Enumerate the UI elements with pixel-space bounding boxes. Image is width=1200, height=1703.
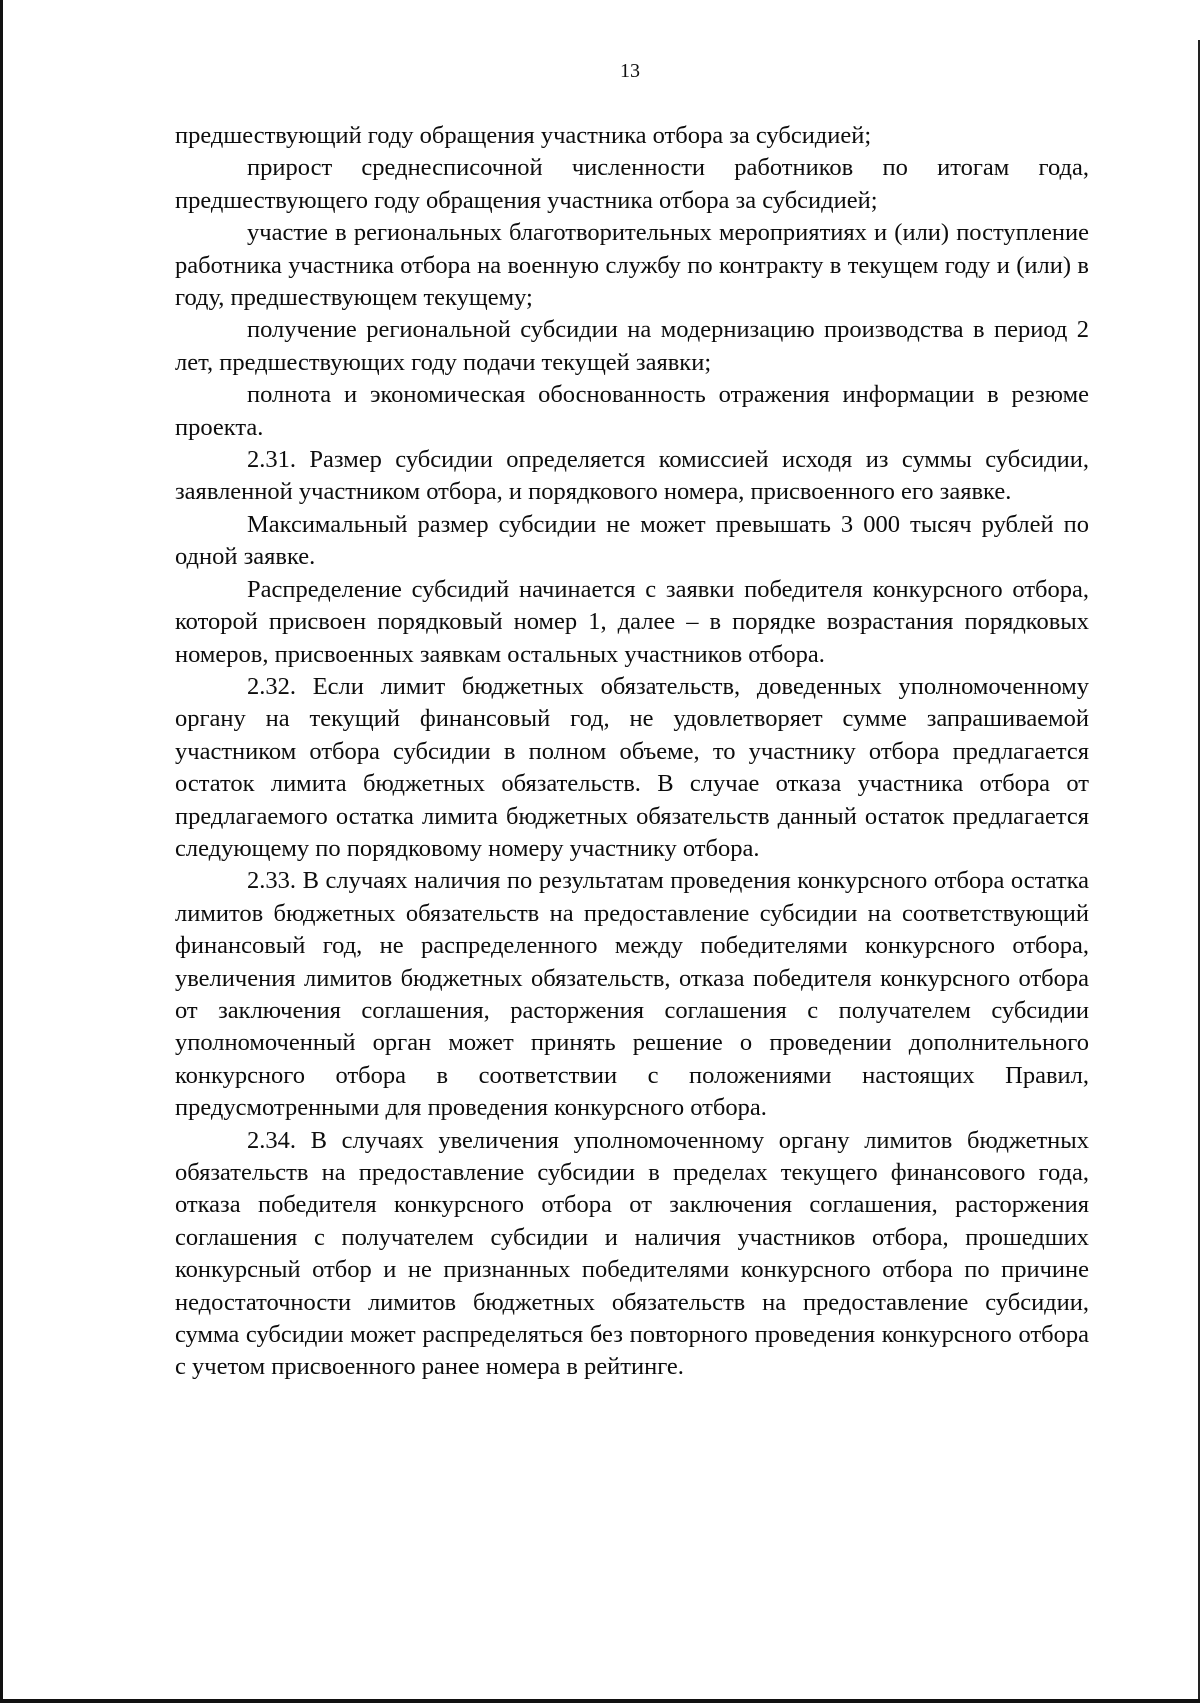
paragraph: прирост среднесписочной численности работников по итогам года, предшествующего году обращения участника отбора за субсидией; (175, 154, 1089, 214)
scan-edge-bottom (0, 1699, 1200, 1703)
document-body (175, 120, 1089, 1384)
paragraph: получение региональной субсидии на модернизацию производства в период 2 лет, предшествующих году подачи текущей заявки; (175, 316, 1089, 376)
scan-edge-left (0, 0, 3, 1703)
paragraph: Распределение субсидий начинается с заявки победителя конкурсного отбора, которой присвоен порядковый номер 1, далее – в порядке возрастания порядковых номеров, присвоенных заявкам остальных участников отбора. (175, 575, 1089, 668)
paragraph-2-31: 2.31. Размер субсидии определяется комиссией исходя из суммы субсидии, заявленной участником отбора, и порядкового номера, присвоенного его заявке. (175, 446, 1089, 506)
page-number: 13 (620, 60, 640, 82)
paragraph-2-33: 2.33. В случаях наличия по результатам проведения конкурсного отбора остатка лимитов бюджетных обязательств на предоставление субсидии на соответствующий финансовый год, не распределенного между победителями конкурсного отбора, увеличения лимитов бюджетных обязательств, отказа победителя конкурсного отбора от заключения соглашения, расторжения соглашения с получателем субсидии уполномоченный орган может принять решение о проведении дополнительного конкурсного отбора в соответствии с положениями настоящих Правил, предусмотренными для проведения конкурсного отбора. (175, 867, 1089, 1122)
paragraph: Максимальный размер субсидии не может превышать 3 000 тысяч рублей по одной заявке. (175, 510, 1089, 571)
paragraph: участие в региональных благотворительных мероприятиях и (или) поступление работника участника отбора на военную службу по контракту в текущем году и (или) в году, предшествующем текущему; (175, 219, 1089, 312)
paragraph: полнота и экономическая обоснованность отражения информации в резюме проекта. (175, 381, 1089, 441)
paragraph-2-34: 2.34. В случаях увеличения уполномоченному органу лимитов бюджетных обязательств на предоставление субсидии в пределах текущего финансового года, отказа победителя конкурсного отбора от заключения соглашения, расторжения соглашения с получателем субсидии и наличия участников отбора, прошедших конкурсный отбор и не признанных победителями конкурсного отбора по причине недостаточности лимитов бюджетных обязательств на предоставление субсидии, сумма субсидии может распределяться без повторного проведения конкурсного отбора с учетом присвоенного ранее номера в рейтинге. (175, 1126, 1089, 1381)
paragraph-continuation: предшествующий году обращения участника отбора за субсидией; (175, 122, 872, 149)
paragraph-2-32: 2.32. Если лимит бюджетных обязательств, доведенных уполномоченному органу на текущий финансовый год, не удовлетворяет сумме запрашиваемой участником отбора субсидии в полном объеме, то участнику отбора предлагается остаток лимита бюджетных обязательств. В случае отказа участника отбора от предлагаемого остатка лимита бюджетных обязательств данный остаток предлагается следующему по порядковому номеру участнику отбора. (175, 672, 1089, 862)
